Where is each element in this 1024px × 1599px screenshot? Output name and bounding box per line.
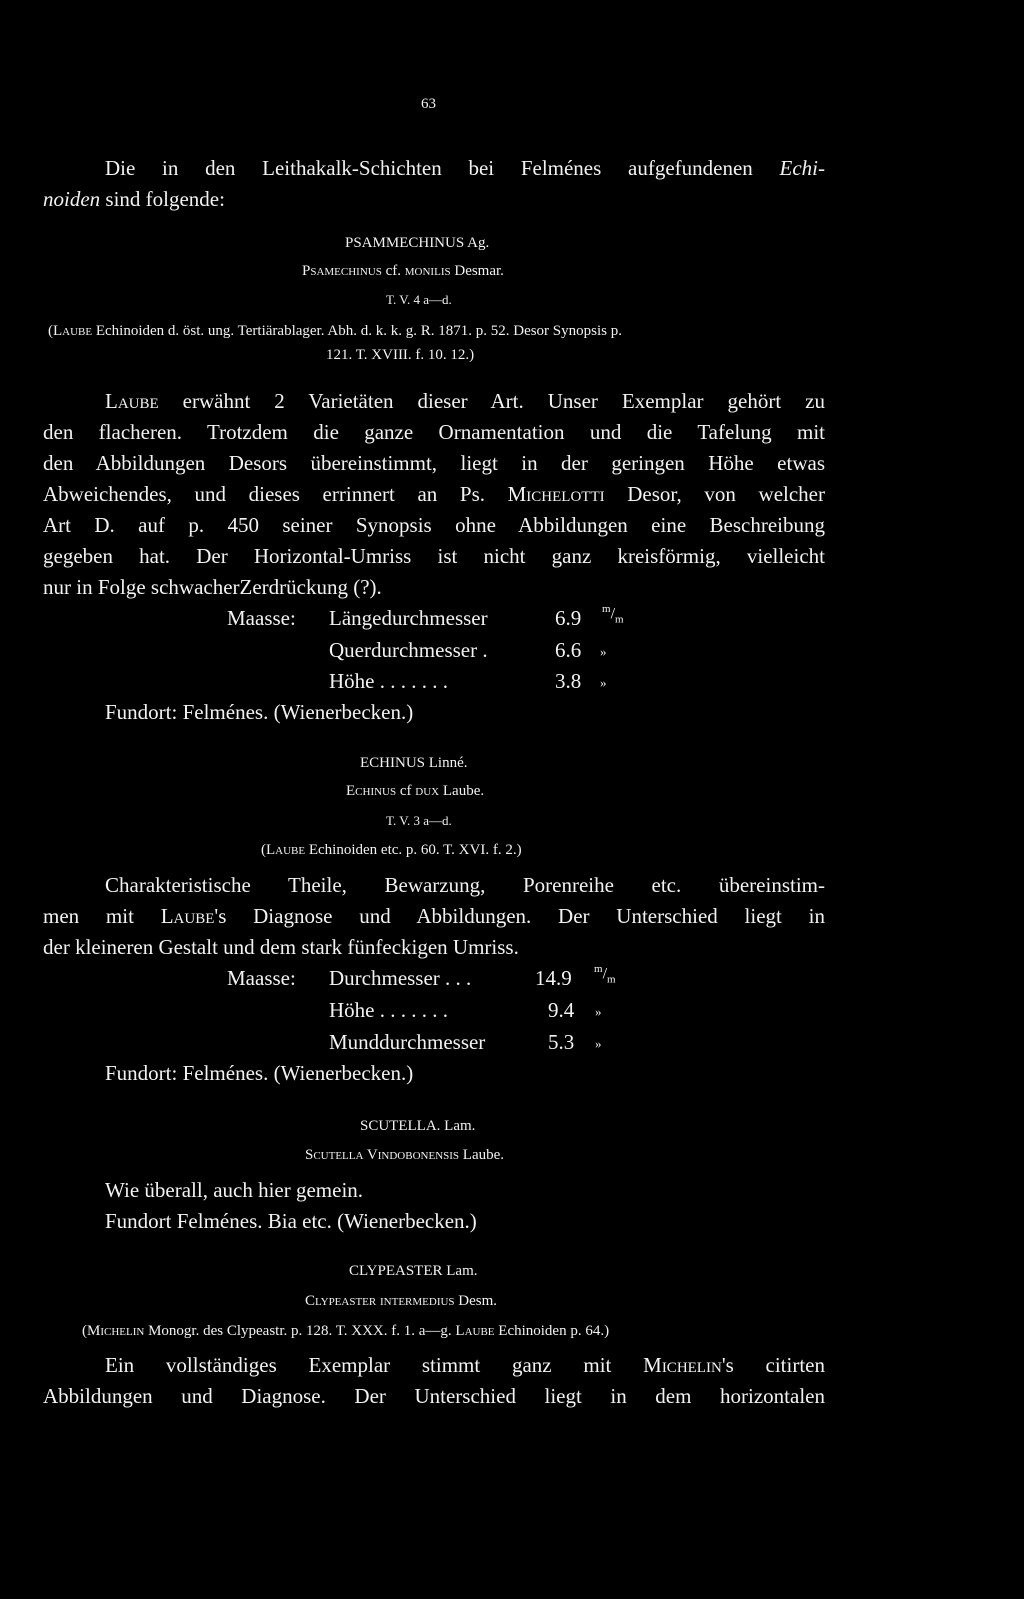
ref-open: ( bbox=[261, 842, 266, 858]
measure-value: 3.8 bbox=[555, 669, 582, 693]
ditto-mark: » bbox=[595, 1036, 602, 1051]
text-a: men mit bbox=[43, 904, 161, 928]
measure-value: 5.3 bbox=[548, 1030, 575, 1054]
text-a: Ein vollständiges Exemplar stimmt ganz mit bbox=[105, 1353, 644, 1377]
intro-rest: sind folgende: bbox=[100, 187, 225, 211]
genus-name: ECHINUS bbox=[360, 755, 426, 771]
unit-top: m bbox=[602, 603, 611, 615]
ref-author-2: Laube bbox=[455, 1323, 495, 1339]
genus-author: Lam. bbox=[442, 1263, 478, 1279]
psammechinus-plate: T. V. 4 a—d. bbox=[386, 292, 452, 307]
psammechinus-para-7: nur in Folge schwacherZerdrückung (?). bbox=[43, 575, 382, 599]
maasse-label: Maasse: bbox=[227, 606, 296, 630]
ref-text-2: Echinoiden p. 64.) bbox=[494, 1323, 610, 1339]
echinus-para-2 bbox=[43, 906, 825, 927]
unit-mm: $^m/_m$ bbox=[602, 603, 624, 626]
measure-value: 6.6 bbox=[555, 638, 582, 662]
measure-value: 9.4 bbox=[548, 998, 575, 1022]
intro-italic-1: Echi- bbox=[779, 156, 825, 180]
clypeaster-species bbox=[305, 1294, 497, 1309]
psammechinus-para-2: den flacheren. Trotzdem die ganze Ornamentation und die Tafelung mit bbox=[43, 420, 825, 444]
text-b: 's citirten bbox=[721, 1353, 825, 1377]
text-b: 's Diagnose und Abbildungen. Der Unterschied liegt in bbox=[214, 904, 825, 928]
unit-bottom: m bbox=[615, 613, 624, 626]
intro-line-2 bbox=[43, 189, 225, 210]
unit-mm: $^m/_m$ bbox=[594, 963, 616, 986]
psammechinus-para-4 bbox=[43, 484, 825, 505]
species-author: Desm. bbox=[454, 1293, 498, 1309]
psammechinus-ref-1 bbox=[48, 324, 622, 339]
text-b: Desor, von welcher bbox=[604, 482, 825, 506]
species-genus: Echinus bbox=[346, 783, 397, 799]
measure-label: Munddurchmesser bbox=[329, 1030, 486, 1054]
measure-value bbox=[555, 608, 581, 629]
species-name: Scutella Vindobonensis bbox=[305, 1147, 460, 1163]
ditto-mark: » bbox=[600, 675, 607, 690]
text-a: Abweichendes, und dieses errinnert an Ps. bbox=[43, 482, 508, 506]
intro-italic-2: noiden bbox=[43, 187, 101, 211]
ref-text: Echinoiden d. öst. ung. Tertiärablager. Abh. d. k. k. g. R. 1871. p. 52. Desor Synopsis p. bbox=[92, 323, 622, 339]
genus-name: CLYPEASTER bbox=[349, 1263, 443, 1279]
clypeaster-para-2: Abbildungen und Diagnose. Der Unterschied liegt in dem horizontalen bbox=[43, 1384, 825, 1408]
species-author: Laube. bbox=[439, 783, 485, 799]
genus-name: SCUTELLA. bbox=[360, 1118, 441, 1134]
ditto-mark: » bbox=[600, 644, 607, 659]
species-author: Desmar. bbox=[450, 263, 504, 279]
species-genus: Psamechinus bbox=[302, 263, 382, 279]
ref-text: Echinoiden etc. p. 60. T. XVI. f. 2.) bbox=[305, 842, 522, 858]
scutella-genus bbox=[360, 1119, 475, 1134]
ref-author: Laube bbox=[266, 842, 306, 858]
intro-text: Die in den Leithakalk-Schichten bei Felménes aufgefundenen bbox=[105, 156, 780, 180]
measure-value: 14.9 bbox=[535, 966, 572, 990]
maasse-label: Maasse: bbox=[227, 966, 296, 990]
ref-text: Monogr. des Clypeastr. p. 128. T. XXX. f. 1. a—g. bbox=[144, 1323, 456, 1339]
measure-label: Höhe . . . . . . . bbox=[329, 998, 448, 1022]
author: Michelin bbox=[643, 1353, 722, 1377]
clypeaster-para-1 bbox=[105, 1355, 825, 1376]
author: Laube bbox=[105, 389, 159, 413]
species-author: Laube. bbox=[459, 1147, 505, 1163]
echinus-plate: T. V. 3 a—d. bbox=[386, 813, 452, 828]
echinus-species bbox=[346, 784, 484, 799]
text: erwähnt 2 Varietäten dieser Art. Unser Exemplar gehört zu bbox=[158, 389, 825, 413]
echinus-genus bbox=[360, 756, 468, 771]
author: Michelotti bbox=[507, 482, 605, 506]
measure-label: Querdurchmesser . bbox=[329, 638, 488, 662]
psammechinus-para-1 bbox=[105, 391, 825, 412]
author: Laube bbox=[160, 904, 215, 928]
psammechinus-para-3: den Abbildungen Desors übereinstimmt, liegt in der geringen Höhe etwas bbox=[43, 451, 825, 475]
clypeaster-ref bbox=[82, 1324, 609, 1339]
species-cf: cf bbox=[396, 783, 416, 799]
page-number: 63 bbox=[421, 96, 436, 112]
intro-line-1 bbox=[105, 158, 825, 179]
genus-name: PSAMMECHINUS bbox=[345, 235, 465, 251]
genus-author: Ag. bbox=[464, 235, 490, 251]
ditto-mark: » bbox=[595, 1004, 602, 1019]
psammechinus-para-5: Art D. auf p. 450 seiner Synopsis ohne Abbildungen eine Beschreibung bbox=[43, 513, 825, 537]
psammechinus-ref-2: 121. T. XVIII. f. 10. 12.) bbox=[326, 347, 475, 363]
scutella-line-2: Fundort Felménes. Bia etc. (Wienerbecken.) bbox=[105, 1209, 477, 1233]
unit-top: m bbox=[594, 963, 603, 975]
echinus-fundort: Fundort: Felménes. (Wienerbecken.) bbox=[105, 1061, 414, 1085]
species-name: monilis bbox=[404, 263, 451, 279]
ref-author: Michelin bbox=[87, 1323, 145, 1339]
measure-label: Längedurchmesser bbox=[329, 606, 488, 630]
scutella-line-1: Wie überall, auch hier gemein. bbox=[105, 1178, 364, 1202]
echinus-para-3: der kleineren Gestalt und dem stark fünfeckigen Umriss. bbox=[43, 935, 519, 959]
species-name: dux bbox=[415, 783, 440, 799]
measure-label: Höhe . . . . . . . bbox=[329, 669, 448, 693]
species-cf: cf. bbox=[381, 263, 405, 279]
measure-label: Durchmesser . . . bbox=[329, 966, 472, 990]
genus-author: Lam. bbox=[440, 1118, 476, 1134]
unit-bottom: m bbox=[607, 973, 616, 986]
echinus-para-1: Charakteristische Theile, Bewarzung, Porenreihe etc. übereinstim- bbox=[105, 873, 825, 897]
ref-open: ( bbox=[48, 323, 53, 339]
scutella-species bbox=[305, 1148, 504, 1163]
psammechinus-species bbox=[302, 264, 504, 279]
echinus-ref bbox=[261, 843, 522, 858]
ref-open: ( bbox=[82, 1323, 87, 1339]
psammechinus-para-6: gegeben hat. Der Horizontal-Umriss ist nicht ganz kreisförmig, vielleicht bbox=[43, 544, 825, 568]
clypeaster-genus bbox=[349, 1264, 478, 1279]
genus-author: Linné. bbox=[425, 755, 468, 771]
psammechinus-genus bbox=[345, 236, 489, 251]
species-name: Clypeaster intermedius bbox=[305, 1293, 455, 1309]
value: 6.9 bbox=[555, 606, 582, 630]
psammechinus-fundort: Fundort: Felménes. (Wienerbecken.) bbox=[105, 700, 414, 724]
ref-author: Laube bbox=[53, 323, 93, 339]
